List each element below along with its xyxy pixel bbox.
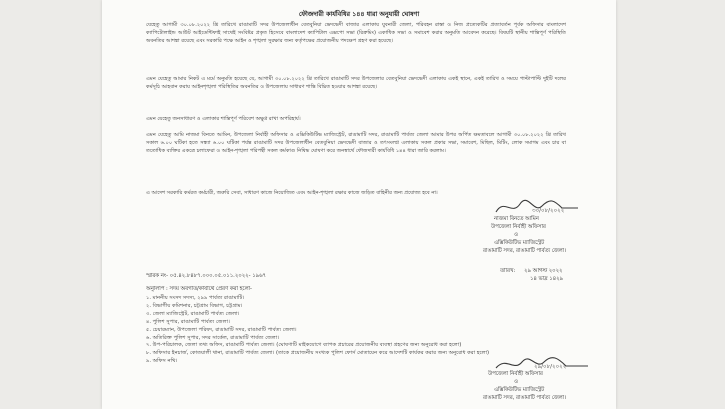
memo-date-gregorian: ২৯ আগস্ট ২০২২	[524, 268, 563, 274]
list-item: ৬. অতিরিক্ত পুলিশ সুপার, সদর সার্কেল, রাঙামাটি পার্বত্য জেলা।	[146, 334, 280, 341]
signer-2-designation: উপজেলা নির্বাহী অফিসার	[488, 371, 543, 377]
signature-2-date: ২৯/০৮/২০২২	[534, 364, 567, 370]
list-item: ৯. অফিস নথি।	[146, 358, 178, 365]
memo-number: স্মারক নং- ০৫.৪২.৮৪৮৭.০০০.০৫.০১১.২০২২- ১৯৬৭	[146, 273, 266, 279]
document-title: ফৌজদারী কার্যবিধির ১৪৪ ধারা অনুযায়ী ঘোষণা	[298, 11, 420, 18]
document-page	[102, 0, 616, 409]
list-item: ৭. উপ-পরিচালক, জেলা তথ্য অফিস, রাঙামাটি পার্বত্য জেলা। (ঘোষণাটি মাইকযোগে ব্যাপক প্রচারের প্রয়োজনীয় ব্যবস্থা গ্রহণের জন্য অনুরোধ করা হলো)	[146, 342, 462, 349]
signer-role: এক্সিকিউটিভ ম্যাজিস্ট্রেট	[494, 240, 545, 246]
distribution-heading: অনুলিপি : সদয় অবগতি/কার্যার্থে প্রেরণ করা হলো-	[146, 286, 252, 292]
list-item: ৫. চেয়ারম্যান, উপজেলা পরিষদ, রাঙামাটি সদর, রাঙামাটি পার্বত্য জেলা।	[146, 326, 297, 333]
paragraph-4: এমন যেহেতু আমি নাজমা বিনতে আমিন, উপজেলা নির্বাহী অফিসার ও এক্সিকিউটিভ ম্যাজিস্ট্রেট, রাঙামাটি সদর, রাঙামাটি পার্বত্য জেলা আমার উপর অর্পিত ক্ষমতাবলে আগামী ৩০.০৮.২০২২ খ্রি তারিখ সকাল ৬.০০ ঘটিকা হতে সন্ধ্যা ৬.০০ ঘটিকা পর্যন্ত রাঙামাটি সদর উপজেলাধীন বেতবুনিয়া ভেদভেদী বাজার ও তৎসংলগ্ন এলাকায় সকল প্রকার সভা, সমাবেশ, মিছিল, মিটিং, লোক সমাগম এবং চার বা ততোধিক ব্যক্তির একত্রে চলাফেরা ও আইন-শৃঙ্খলা পরিপন্থী সকল কর্মকাণ্ড নিষিদ্ধ ঘোষণা করে জনস্বার্থে ফৌজদারী কার্যবিধি ১৪৪ ধারা জারি করলাম।	[146, 132, 566, 154]
list-item: ৩. জেলা ম্যাজিস্ট্রেট, রাঙামাটি পার্বত্য জেলা।	[146, 310, 240, 317]
signer-2-place: রাঙামাটি সদর, রাঙামাটি পার্বত্য জেলা।	[483, 395, 566, 401]
signer-2-role: এক্সিকিউটিভ ম্যাজিস্ট্রেট	[494, 387, 545, 393]
signer-name: নাজমা বিনতে আমিন	[494, 216, 539, 222]
list-item: ২. বিভাগীয় কমিশনার, চট্টগ্রাম বিভাগ, চট্টগ্রাম।	[146, 302, 243, 309]
signature-1-date: ৩০/০৮/২০২২	[532, 208, 565, 214]
signer-2-conjunction: ও	[514, 379, 518, 385]
paragraph-2: এমন যেহেতু আমার নিকট এ মর্মে অনুমতি হয়েছে যে, আগামী ৩০.০৮.২০২২ খ্রি তারিখে রাঙামাটি সদর উপজেলার বেতবুনিয়া ভেদভেদী এলাকায় একই স্থানে, একই তারিখ ও সময়ে পাল্টাপাল্টি দুইটি দলের কর্মসূচি আহবান করায় আইনশৃঙ্খলা পরিস্থিতির অবনতির ও উপজেলায় সাধারণ শান্তি বিঘ্নিত হওয়ার আশঙ্কা রয়েছে।	[146, 76, 566, 90]
list-item: ৮. অফিসার ইনচার্জ, কোতয়ালী থানা, রাঙামাটি পার্বত্য জেলা। (তাকে প্রয়োজনীয় সংখ্যক পুলিশ ফোর্স মোতায়েন করে আদেশটি কার্যকর করার জন্য অনুরোধ করা হলো)	[146, 350, 490, 357]
list-item: ৪. পুলিশ সুপার, রাঙামাটি পার্বত্য জেলা।	[146, 318, 230, 325]
paragraph-1: যেহেতু আগামী ৩০.০৮.২০২২ খ্রি তারিখে রাঙামাটি সদর উপজেলাধীন বেতবুনিয়া ভেদভেদী বাজার এলাকায় যুবনারী জেলা, পরিবহন রাস্তা ও নিজ প্রত্যেকটির প্রত্যাবর্তন পূর্বক অফিসার বাংলাদেশ ক্যাপিটোলাইন্ড আউট আইডেন্টিফাই সাথেই সংবিষ্টর প্রকৃত হিসেবে বাংলাদেশ ক্যাপিটাল এক্সপো সভা (রিক্রমিং) একাধিক সভা ও সমাবেশ করার অনুমতি আবেদন করেছে। বিষয়টি স্থানীয় শান্তিপূর্ণ পরিস্থিতি অবনতির আশঙ্কা রয়েছে এবং সরকারি পক্ষে আইন ও শৃঙ্খলা সুরক্ষার জন্য কর্তৃপক্ষের প্রয়োজনীয় পদক্ষেপ গ্রহণ করা হয়েছে।	[146, 22, 566, 44]
paragraph-5: এ আদেশ সরকারি কর্মরত কর্মচারী, জরুরি সেবা, সাধারণ কাজে নিয়োজিত এবং আইন-শৃঙ্খলা রক্ষার কাজে জড়িত বাহিনীর জন্য প্রযোজ্য হবে না।	[146, 190, 438, 196]
signer-place: রাঙামাটি সদর, রাঙামাটি পার্বত্য জেলা।	[483, 248, 566, 254]
list-item: ১. মাননীয় সংসদ সদস্য, ২৯৯ পার্বত্য রাঙামাটি।	[146, 295, 245, 301]
signature-1	[492, 196, 582, 218]
memo-date-bangla: ১৪ ভাদ্র ১৪২৯	[530, 276, 563, 282]
paragraph-3: এমন যেহেতু জনসাধারণ ও এলাকার শান্তিপূর্ণ পরিবেশ অক্ষুণ্ণ রাখা অপরিহার্য।	[146, 116, 301, 122]
memo-date-label: তারিখ:	[500, 268, 516, 274]
signer-conjunction: ও	[514, 232, 518, 238]
signer-designation: উপজেলা নির্বাহী অফিসার	[491, 224, 546, 230]
